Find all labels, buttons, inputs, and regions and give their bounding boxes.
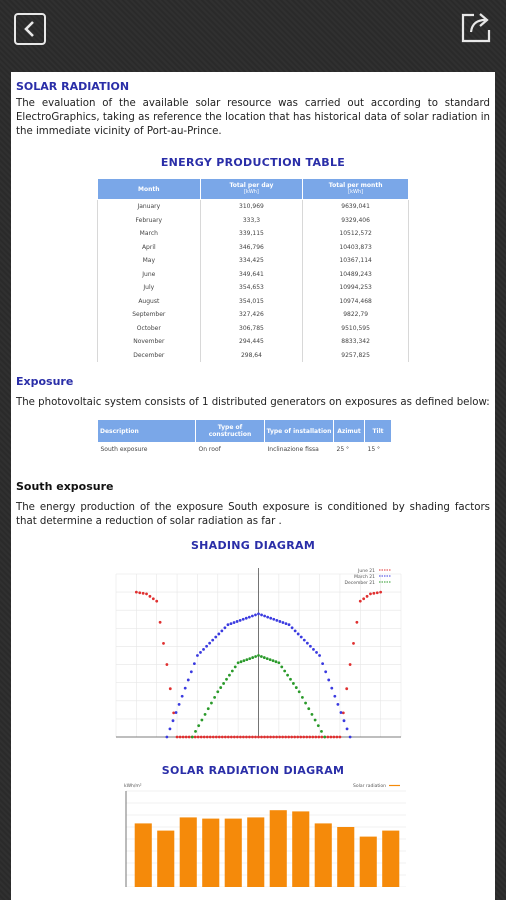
cell-month: September	[98, 308, 201, 322]
data-point	[239, 736, 242, 739]
data-point	[266, 657, 269, 660]
table-row	[98, 268, 409, 282]
data-point	[269, 736, 272, 739]
data-point	[152, 597, 155, 600]
table-row	[98, 241, 409, 255]
cell-day: 354,653	[200, 281, 303, 295]
cell-total: 9822,79	[303, 308, 409, 322]
data-point	[275, 660, 278, 663]
cell-month: May	[98, 254, 201, 268]
data-point	[169, 687, 172, 690]
data-point	[301, 696, 304, 699]
col-header-total-month: Total per month [kWh]	[303, 179, 409, 200]
data-point	[169, 727, 172, 730]
data-point	[300, 636, 303, 639]
data-point	[307, 707, 310, 710]
data-point	[320, 730, 323, 733]
bar	[270, 810, 287, 887]
cell-total: 9510,595	[303, 322, 409, 336]
col-header-tilt: Tilt	[365, 420, 392, 443]
data-point	[194, 730, 197, 733]
data-point	[211, 639, 214, 642]
cell-month: July	[98, 281, 201, 295]
bar	[382, 831, 399, 887]
data-point	[165, 663, 168, 666]
shading-diagram	[16, 552, 490, 752]
data-point	[326, 736, 329, 739]
cell-day: 334,425	[200, 254, 303, 268]
data-point	[345, 687, 348, 690]
data-point	[245, 617, 248, 620]
table-row	[98, 322, 409, 336]
data-point	[181, 695, 184, 698]
y-axis-label: kWh/m²	[124, 784, 142, 789]
bar	[180, 817, 197, 887]
cell-month: January	[98, 200, 201, 214]
table-row	[98, 214, 409, 228]
col-header-azimut: Azimut	[334, 420, 365, 443]
cell-total: 10974,468	[303, 295, 409, 309]
cell-day: 294,445	[200, 335, 303, 349]
data-point	[263, 656, 266, 659]
data-point	[306, 642, 309, 645]
table-row	[98, 443, 392, 456]
data-point	[179, 736, 182, 739]
cell-month: August	[98, 295, 201, 309]
data-point	[218, 736, 221, 739]
exposure-text: The photovoltaic system consists of 1 distributed generators on exposures as defined below:	[16, 397, 490, 408]
bar	[202, 819, 219, 887]
legend-label: December 21	[344, 581, 375, 586]
bar	[315, 823, 332, 887]
data-point	[311, 736, 314, 739]
data-point	[305, 736, 308, 739]
data-point	[324, 670, 327, 673]
data-point	[278, 620, 281, 623]
data-point	[213, 696, 216, 699]
data-point	[224, 736, 227, 739]
data-point	[269, 617, 272, 620]
cell-total: 10994,253	[303, 281, 409, 295]
data-point	[352, 642, 355, 645]
cell-description: South exposure	[100, 445, 148, 453]
data-point	[359, 600, 362, 603]
south-exposure-text: The energy production of the exposure South exposure is conditioned by shading factors that determine a reduction of solar radiation as far .	[16, 502, 490, 527]
data-point	[193, 662, 196, 665]
data-point	[254, 614, 257, 617]
data-point	[145, 593, 148, 596]
data-point	[293, 736, 296, 739]
col-header-installation: Type of installation	[265, 420, 334, 443]
cell-day: 310,969	[200, 200, 303, 214]
data-point	[278, 736, 281, 739]
data-point	[217, 633, 220, 636]
data-point	[199, 651, 202, 654]
data-point	[302, 736, 305, 739]
data-point	[342, 711, 345, 714]
data-point	[190, 670, 193, 673]
data-point	[175, 711, 178, 714]
data-point	[254, 736, 257, 739]
data-point	[251, 736, 254, 739]
cell-day: 354,015	[200, 295, 303, 309]
data-point	[312, 648, 315, 651]
data-point	[349, 663, 352, 666]
data-point	[295, 686, 298, 689]
data-point	[205, 645, 208, 648]
data-point	[245, 736, 248, 739]
data-point	[282, 621, 285, 624]
data-point	[197, 724, 200, 727]
data-point	[230, 622, 233, 625]
data-point	[233, 736, 236, 739]
data-point	[216, 690, 219, 693]
cell-total: 8833,342	[303, 335, 409, 349]
data-point	[275, 619, 278, 622]
cell-total: 9257,825	[303, 349, 409, 363]
data-point	[165, 736, 168, 739]
data-point	[197, 736, 200, 739]
data-point	[266, 616, 269, 619]
data-point	[355, 621, 358, 624]
data-point	[240, 660, 243, 663]
data-point	[288, 623, 291, 626]
data-point	[287, 736, 290, 739]
top-bar	[0, 0, 506, 58]
data-point	[254, 655, 257, 658]
data-point	[220, 629, 223, 632]
data-point	[221, 736, 224, 739]
cell-day: 306,785	[200, 322, 303, 336]
data-point	[343, 719, 346, 722]
cell-month: October	[98, 322, 201, 336]
data-point	[336, 736, 339, 739]
energy-table-title: ENERGY PRODUCTION TABLE	[160, 156, 346, 169]
bar	[135, 823, 152, 887]
data-point	[219, 686, 222, 689]
data-point	[290, 736, 293, 739]
data-point	[178, 703, 181, 706]
data-point	[149, 595, 152, 598]
energy-production-table	[97, 178, 409, 362]
bar	[360, 837, 377, 887]
data-point	[281, 736, 284, 739]
data-point	[272, 736, 275, 739]
data-point	[242, 736, 245, 739]
table-row	[98, 227, 409, 241]
col-header-total-day: Total per day [kWh]	[200, 179, 303, 200]
share-icon	[460, 10, 494, 44]
data-point	[237, 661, 240, 664]
data-point	[340, 711, 343, 714]
cell-day: 333,3	[200, 214, 303, 228]
data-point	[289, 678, 292, 681]
data-point	[284, 736, 287, 739]
data-point	[184, 687, 187, 690]
data-point	[320, 736, 323, 739]
data-point	[308, 736, 311, 739]
data-point	[212, 736, 215, 739]
solar-radiation-text: The evaluation of the available solar resource was carried out according to standard ElectroGraphics, taking as reference the location that has historical data of solar radiation in the immediate vicinity of Port-au-Prince.	[16, 98, 490, 137]
cell-total: 10403,873	[303, 241, 409, 255]
data-point	[227, 736, 230, 739]
data-point	[285, 622, 288, 625]
data-point	[372, 592, 375, 595]
data-point	[272, 618, 275, 621]
cell-total: 9639,041	[303, 200, 409, 214]
data-point	[233, 621, 236, 624]
table-row	[98, 308, 409, 322]
legend-label: Solar radiation	[353, 784, 386, 789]
data-point	[269, 658, 272, 661]
bar	[157, 831, 174, 887]
document-page	[11, 72, 495, 900]
data-point	[155, 600, 158, 603]
cell-tilt: 15 °	[367, 445, 381, 453]
data-point	[315, 651, 318, 654]
data-point	[346, 727, 349, 730]
data-point	[362, 597, 365, 600]
data-point	[245, 658, 248, 661]
south-exposure-heading: South exposure	[16, 480, 114, 493]
data-point	[242, 618, 245, 621]
solar-radiation-heading: SOLAR RADIATION	[16, 80, 130, 93]
data-point	[231, 670, 234, 673]
cell-day: 298,64	[200, 349, 303, 363]
data-point	[243, 659, 246, 662]
data-point	[172, 719, 175, 722]
data-point	[314, 736, 317, 739]
data-point	[263, 615, 266, 618]
data-point	[318, 654, 321, 657]
data-point	[248, 616, 251, 619]
legend-label: June 21	[358, 569, 375, 574]
cell-total: 9329,406	[303, 214, 409, 228]
data-point	[234, 665, 237, 668]
data-point	[329, 736, 332, 739]
data-point	[304, 702, 307, 705]
table-row	[98, 335, 409, 349]
data-point	[260, 614, 263, 617]
cell-day: 346,796	[200, 241, 303, 255]
cell-month: April	[98, 241, 201, 255]
data-point	[227, 623, 230, 626]
cell-azimut: 25 °	[336, 445, 350, 453]
data-point	[202, 648, 205, 651]
data-point	[275, 736, 278, 739]
data-point	[176, 736, 179, 739]
table-row	[98, 349, 409, 363]
data-point	[200, 719, 203, 722]
cell-month: March	[98, 227, 201, 241]
data-point	[314, 719, 317, 722]
cell-month: December	[98, 349, 201, 363]
data-point	[207, 707, 210, 710]
data-point	[299, 736, 302, 739]
data-point	[336, 703, 339, 706]
cell-total: 10367,114	[303, 254, 409, 268]
data-point	[294, 629, 297, 632]
data-point	[206, 736, 209, 739]
data-point	[188, 736, 191, 739]
data-point	[224, 626, 227, 629]
data-point	[283, 670, 286, 673]
back-button[interactable]	[14, 13, 46, 45]
data-point	[257, 612, 260, 615]
col-header-month: Month	[98, 179, 201, 200]
data-point	[194, 736, 197, 739]
data-point	[236, 736, 239, 739]
data-point	[203, 736, 206, 739]
radiation-diagram-title: SOLAR RADIATION DIAGRAM	[161, 764, 345, 777]
table-row	[98, 281, 409, 295]
table-row	[98, 254, 409, 268]
data-point	[330, 687, 333, 690]
exposure-heading: Exposure	[16, 375, 74, 388]
data-point	[317, 724, 320, 727]
cell-month: November	[98, 335, 201, 349]
cell-month: February	[98, 214, 201, 228]
col-header-description: Description	[98, 420, 196, 443]
data-point	[191, 736, 194, 739]
data-point	[263, 736, 266, 739]
data-point	[260, 736, 263, 739]
table-row	[98, 295, 409, 309]
data-point	[162, 642, 165, 645]
data-point	[317, 736, 320, 739]
data-point	[376, 591, 379, 594]
cell-day: 327,426	[200, 308, 303, 322]
data-point	[321, 662, 324, 665]
data-point	[230, 736, 233, 739]
data-point	[272, 659, 275, 662]
data-point	[349, 736, 352, 739]
data-point	[182, 736, 185, 739]
data-point	[369, 593, 372, 596]
data-point	[214, 636, 217, 639]
data-point	[291, 626, 294, 629]
bar	[292, 811, 309, 887]
data-point	[239, 619, 242, 622]
data-point	[251, 615, 254, 618]
data-point	[159, 621, 162, 624]
data-point	[311, 713, 314, 716]
shading-diagram-title: SHADING DIAGRAM	[190, 539, 316, 552]
share-button[interactable]	[460, 10, 494, 44]
data-point	[135, 591, 138, 594]
data-point	[251, 656, 254, 659]
data-point	[257, 736, 260, 739]
solar-radiation-diagram	[16, 777, 490, 887]
data-point	[138, 591, 141, 594]
cell-total: 10512,572	[303, 227, 409, 241]
data-point	[303, 639, 306, 642]
data-point	[210, 702, 213, 705]
cell-month: June	[98, 268, 201, 282]
bar	[247, 817, 264, 887]
data-point	[208, 642, 211, 645]
data-point	[187, 679, 190, 682]
data-point	[292, 682, 295, 685]
bar	[225, 819, 242, 887]
data-point	[222, 682, 225, 685]
data-point	[228, 674, 231, 677]
data-point	[185, 736, 188, 739]
legend-label: March 21	[354, 575, 375, 580]
cell-day: 349,641	[200, 268, 303, 282]
cell-construction: On roof	[198, 445, 221, 453]
data-point	[333, 695, 336, 698]
cell-day: 339,115	[200, 227, 303, 241]
data-point	[142, 592, 145, 595]
data-point	[379, 591, 382, 594]
data-point	[327, 679, 330, 682]
data-point	[236, 620, 239, 623]
cell-total: 10489,243	[303, 268, 409, 282]
data-point	[286, 674, 289, 677]
data-point	[297, 633, 300, 636]
data-point	[225, 678, 228, 681]
data-point	[215, 736, 218, 739]
data-point	[248, 736, 251, 739]
data-point	[298, 690, 301, 693]
data-point	[277, 661, 280, 664]
cell-installation: Inclinazione fissa	[267, 445, 319, 453]
data-point	[309, 645, 312, 648]
col-header-construction: Type of construction	[196, 420, 265, 443]
data-point	[260, 655, 263, 658]
data-point	[209, 736, 212, 739]
data-point	[332, 736, 335, 739]
data-point	[257, 654, 260, 657]
data-point	[248, 657, 251, 660]
data-point	[339, 736, 342, 739]
data-point	[323, 736, 326, 739]
data-point	[266, 736, 269, 739]
table-row	[98, 200, 409, 214]
chevron-left-icon	[16, 15, 44, 43]
exposure-table	[97, 419, 392, 455]
data-point	[204, 713, 207, 716]
bar	[337, 827, 354, 887]
data-point	[296, 736, 299, 739]
data-point	[172, 711, 175, 714]
data-point	[366, 595, 369, 598]
data-point	[200, 736, 203, 739]
data-point	[280, 665, 283, 668]
data-point	[196, 654, 199, 657]
